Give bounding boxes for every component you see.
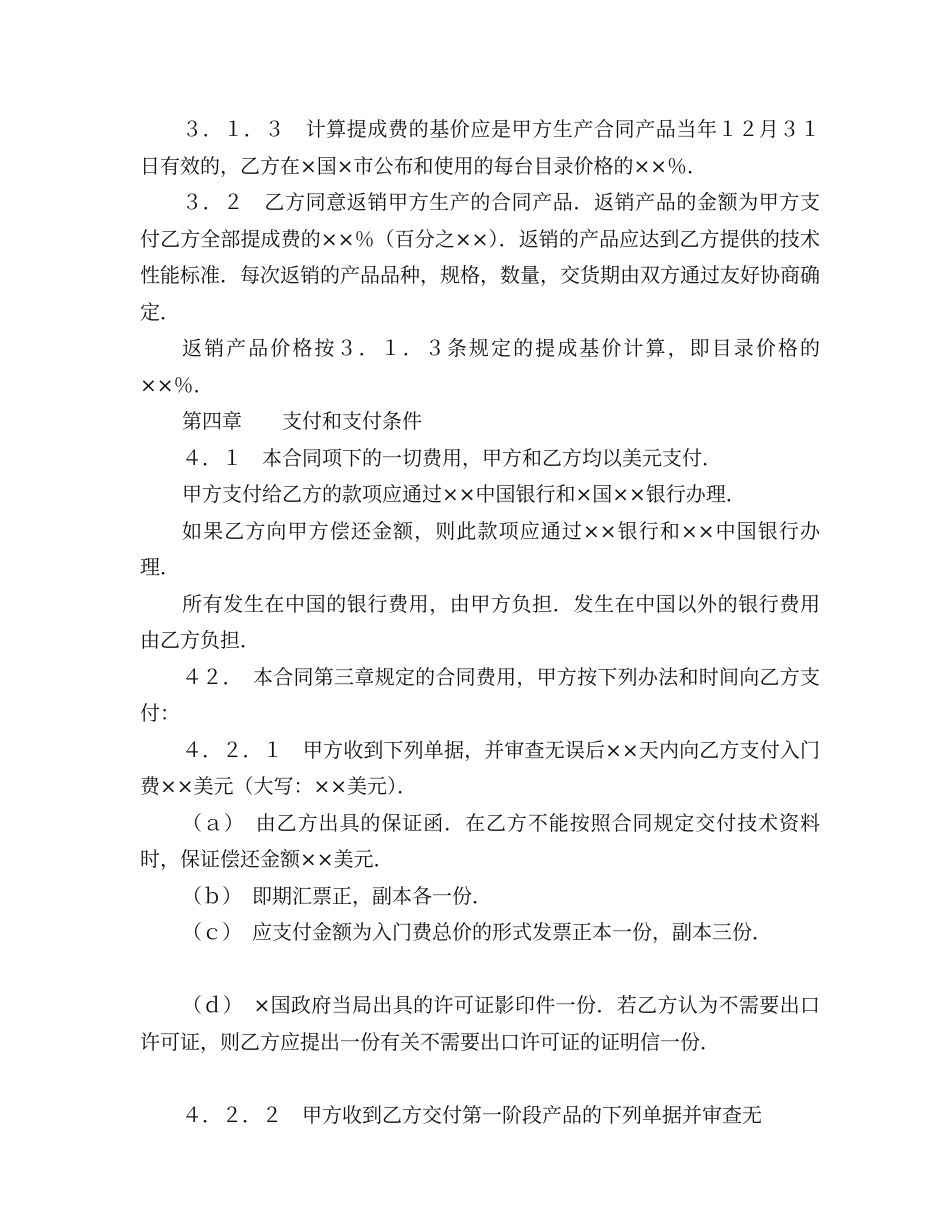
- paragraph-bank-charges: 所有发生在中国的银行费用，由甲方负担．发生在中国以外的银行费用由乙方负担．: [140, 591, 820, 652]
- item-a: （ａ） 由乙方出具的保证函．在乙方不能按照合同规定交付技术资料时，保证偿还金额××美元．: [140, 810, 820, 871]
- item-c: （ｃ） 应支付金额为入门费总价的形式发票正本一份，副本三份．: [182, 920, 772, 944]
- paragraph-4-1: ４．１ 本合同项下的一切费用，甲方和乙方均以美元支付．: [182, 445, 722, 470]
- paragraph-4-2: ４２． 本合同第三章规定的合同费用，甲方按下列办法和时间向乙方支付：: [140, 664, 820, 725]
- paragraph-repayment-banks: 如果乙方向甲方偿还金额，则此款项应通过××银行和××中国银行办理．: [140, 518, 820, 579]
- item-d: （ｄ） ×国政府当局出具的许可证影印件一份．若乙方认为不需要出口许可证，则乙方应提出一份有关不需要出口许可证的证明信一份．: [140, 993, 820, 1054]
- paragraph-payment-banks: 甲方支付给乙方的款项应通过××中国银行和×国××银行办理．: [182, 482, 746, 506]
- paragraph-4-2-2: ４．２．２ 甲方收到乙方交付第一阶段产品的下列单据并审查无: [182, 1102, 762, 1127]
- paragraph-4-2-1: ４．２．１ 甲方收到下列单据，并审查无误后××天内向乙方支付入门费××美元（大写：××美元）．: [140, 737, 820, 798]
- paragraph-3-2: ３．２ 乙方同意返销甲方生产的合同产品．返销产品的金额为甲方支付乙方全部提成费的××％（百分之××）．返销的产品应达到乙方提供的技术性能标准．每次返销的产品品种，规格，数量，交货期由双方通过友好协商确定．: [140, 190, 820, 324]
- chapter-four-heading: 第四章 支付和支付条件: [182, 409, 422, 433]
- paragraph-3-1-3: ３．１．３ 计算提成费的基价应是甲方生产合同产品当年１２月３１日有效的，乙方在×国×市公布和使用的每台目录价格的××％．: [140, 117, 820, 178]
- paragraph-buyback-price: 返销产品价格按３．１．３条规定的提成基价计算，即目录价格的××％．: [140, 336, 820, 397]
- item-b: （ｂ） 即期汇票正，副本各一份．: [182, 883, 492, 908]
- document-body: [140, 111, 820, 1133]
